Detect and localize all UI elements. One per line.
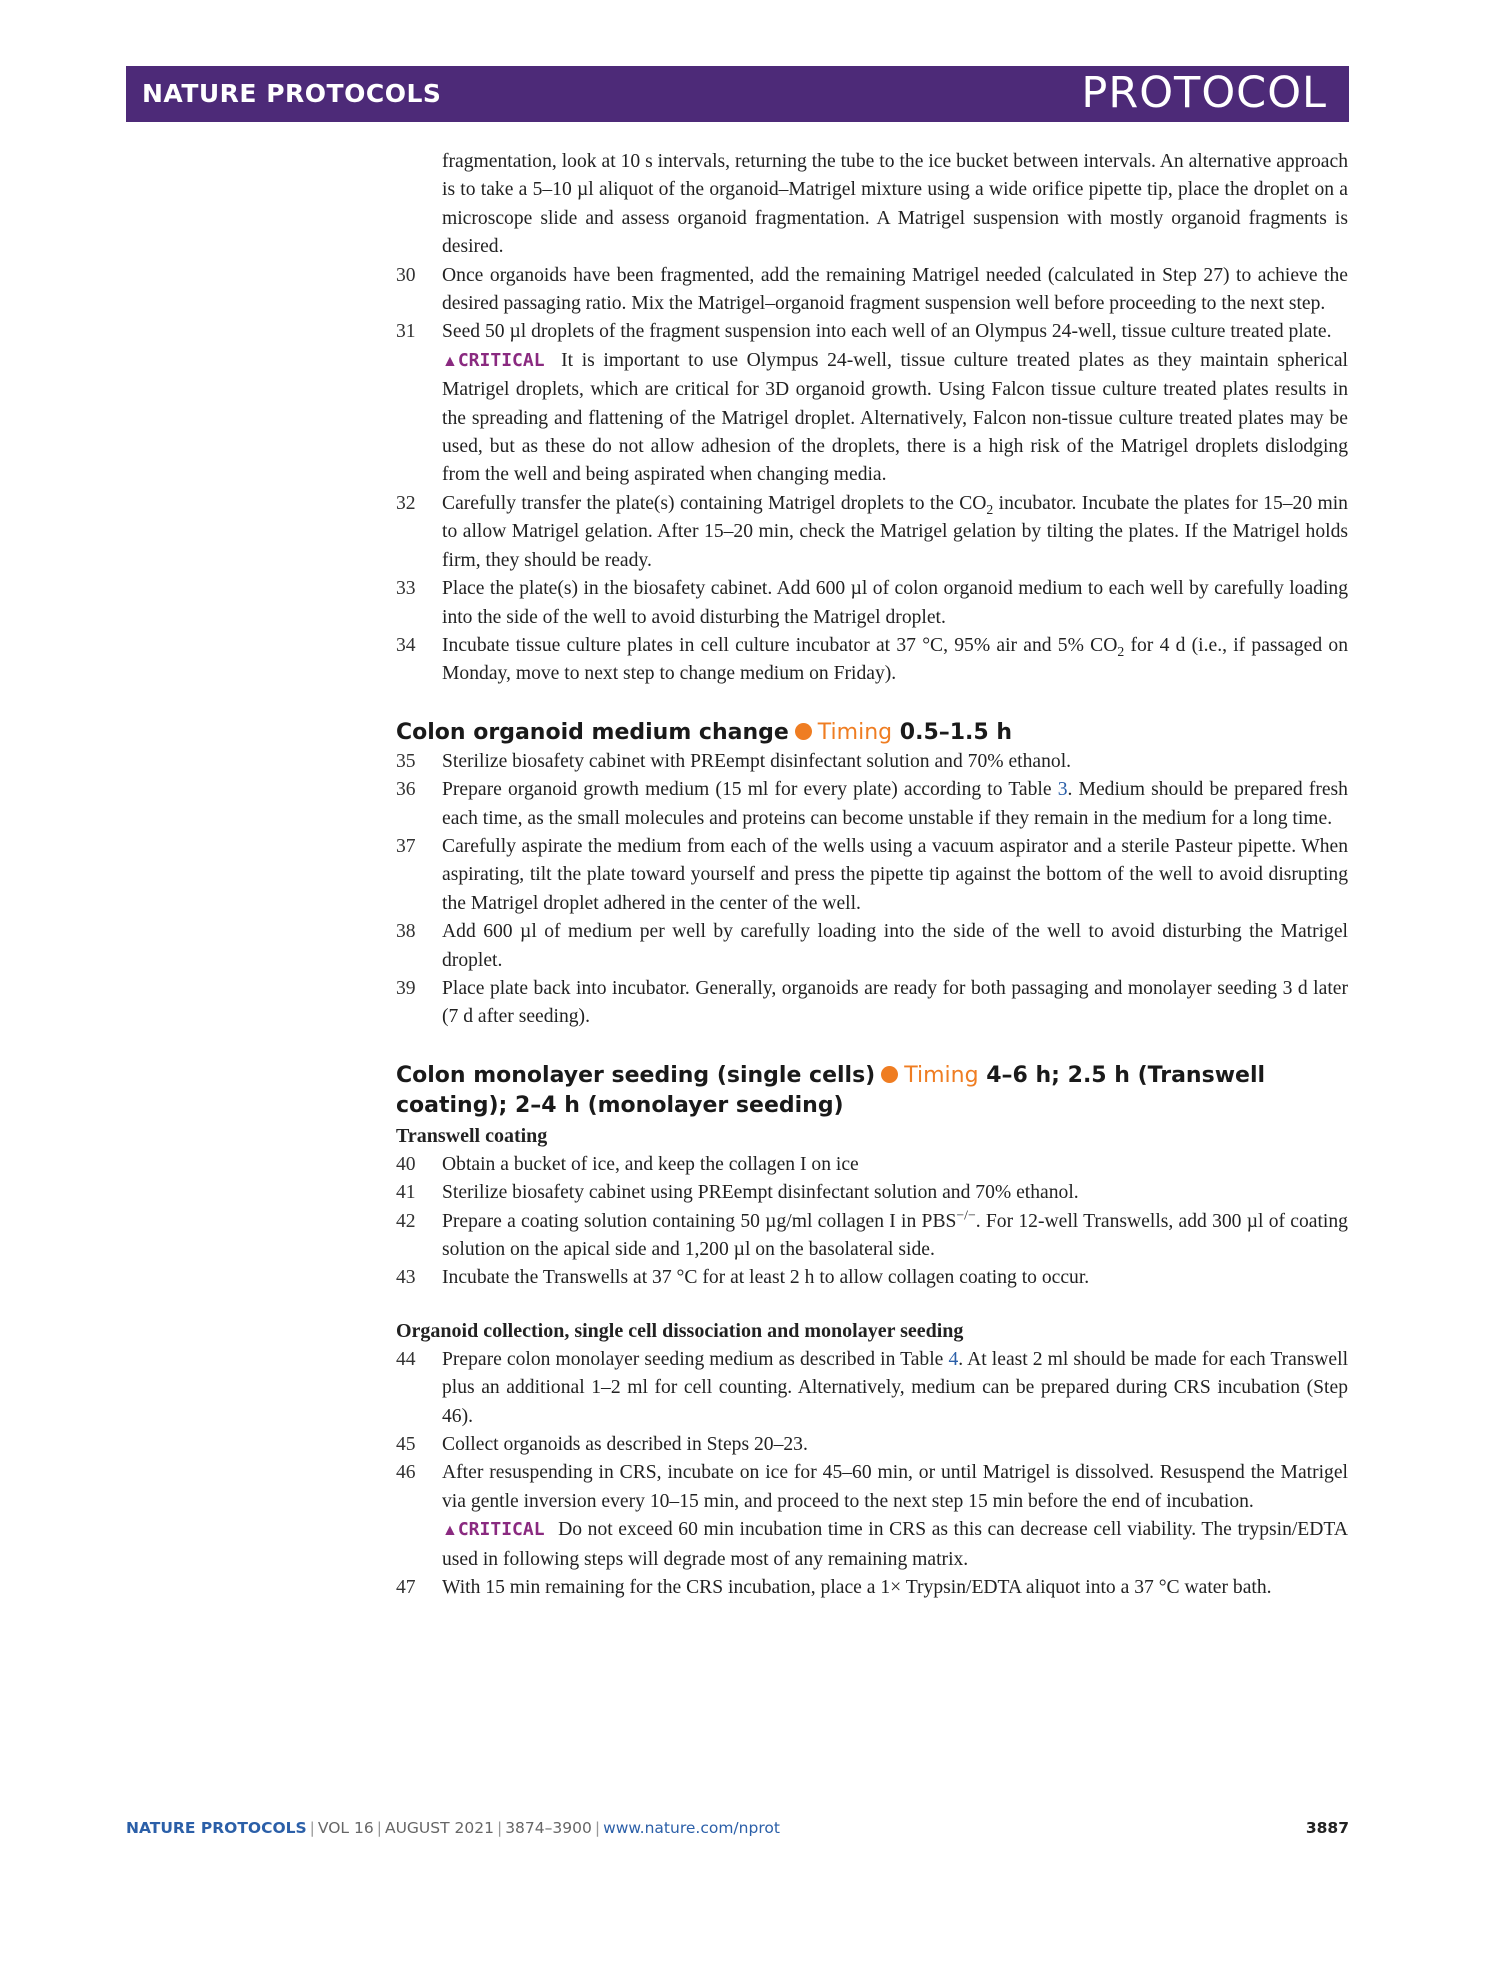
step-text: After resuspending in CRS, incubate on ice for 45–60 min, or until Matrigel is dissolved. Resuspend the Matrigel via gentle inversion every 10–15 min, and proceed to the next step 15 min before the end of incubation. bbox=[442, 1462, 1348, 1512]
subheading-organoid-collection: Organoid collection, single cell dissociation and monolayer seeding bbox=[396, 1319, 964, 1342]
section-heading-monolayer-seeding: Colon monolayer seeding (single cells) Timing 4–6 h; 2.5 h (Transwell coating); 2–4 h (monolayer seeding) bbox=[396, 1062, 1266, 1118]
step-35 bbox=[396, 748, 1348, 776]
step-43 bbox=[396, 1264, 1348, 1292]
step-text: Prepare colon monolayer seeding medium as described in Table 4. At least 2 ml should be made for each Transwell plus an additional 1–2 ml for cell counting. Alternatively, medium can be prepared during CRS incubation (Step 46). bbox=[442, 1348, 1349, 1427]
table-4-link[interactable]: 4 bbox=[948, 1348, 959, 1370]
step-number: 31 bbox=[396, 321, 416, 343]
journal-name: NATURE PROTOCOLS bbox=[142, 79, 442, 108]
step-number: 39 bbox=[396, 977, 416, 999]
step-number: 32 bbox=[396, 492, 416, 514]
step-text: Incubate tissue culture plates in cell culture incubator at 37 °C, 95% air and 5% $CO_2$ for 4 d (i.e., if passaged on Monday, move to next step to change medium on Friday). bbox=[442, 634, 1348, 685]
step-number: 30 bbox=[396, 264, 416, 286]
step-42 bbox=[396, 1208, 1348, 1265]
step-number: 36 bbox=[396, 779, 416, 801]
footer-url-link[interactable]: www.nature.com/nprot bbox=[603, 1819, 780, 1837]
section-heading-medium-change: Colon organoid medium change Timing 0.5–1.5 h bbox=[396, 719, 1013, 745]
step-text: Place the plate(s) in the biosafety cabinet. Add 600 µl of colon organoid medium to each well by carefully loading into the side of the well to avoid disturbing the Matrigel droplet. bbox=[442, 578, 1348, 628]
step-text: Add 600 µl of medium per well by carefully loading into the side of the well to avoid disturbing the Matrigel droplet. bbox=[442, 921, 1348, 971]
page-number: 3887 bbox=[1305, 1819, 1349, 1837]
article-type: PROTOCOL bbox=[1081, 68, 1327, 118]
step-text: Place plate back into incubator. Generally, organoids are ready for both passaging and monolayer seeding 3 d later (7 d after seeding). bbox=[442, 977, 1348, 1028]
page-footer bbox=[126, 1819, 1349, 1841]
step-number: 33 bbox=[396, 578, 416, 600]
footer-volume: VOL 16 bbox=[317, 1819, 374, 1837]
step-text: Carefully aspirate the medium from each of the wells using a vacuum aspirator and a sterile Pasteur pipette. When aspirating, tilt the plate toward yourself and press the pipette tip against the bottom of the well to avoid disrupting the Matrigel droplet adhered in the center of the well. bbox=[442, 835, 1348, 914]
step-32 bbox=[396, 490, 1348, 575]
step-text: Sterilize biosafety cabinet using PREempt disinfectant solution and 70% ethanol. bbox=[442, 1182, 1079, 1204]
step-number: 40 bbox=[396, 1153, 416, 1175]
header-bar bbox=[126, 66, 1349, 122]
step-46 bbox=[396, 1459, 1348, 1516]
step-text: Once organoids have been fragmented, add the remaining Matrigel needed (calculated in Step 27) to achieve the desired passaging ratio. Mix the Matrigel–organoid fragment suspension well before proceeding to the next step. bbox=[442, 264, 1348, 315]
step-41 bbox=[396, 1179, 1348, 1207]
step-text: Obtain a bucket of ice, and keep the collagen I on ice bbox=[442, 1153, 859, 1175]
step-31 bbox=[396, 318, 1348, 346]
step-number: 47 bbox=[396, 1577, 416, 1599]
step-37 bbox=[396, 833, 1348, 918]
step-40 bbox=[396, 1151, 1348, 1179]
step-number: 38 bbox=[396, 921, 416, 943]
step-text: Collect organoids as described in Steps 20–23. bbox=[442, 1434, 808, 1456]
step-45 bbox=[396, 1431, 1348, 1459]
footer-date: AUGUST 2021 bbox=[384, 1819, 494, 1837]
step-30 bbox=[396, 262, 1348, 319]
step-39 bbox=[396, 975, 1348, 1032]
table-3-link[interactable]: 3 bbox=[1057, 779, 1068, 801]
warning-triangle-icon: ▲ bbox=[442, 1522, 458, 1540]
step-number: 44 bbox=[396, 1348, 416, 1370]
step-text: Prepare a coating solution containing 50 µg/ml collagen I in PBS−/−. For 12-well Transwells, add 300 µl of coating solution on the apical side and 1,200 µl on the basolateral side. bbox=[442, 1207, 1348, 1260]
subheading-transwell-coating: Transwell coating bbox=[396, 1124, 548, 1147]
step-number: 43 bbox=[396, 1267, 416, 1289]
step-number: 46 bbox=[396, 1462, 416, 1484]
step-36 bbox=[396, 776, 1348, 833]
step-text: Incubate the Transwells at 37 °C for at least 2 h to allow collagen coating to occur. bbox=[442, 1267, 1090, 1289]
step-number: 42 bbox=[396, 1210, 416, 1232]
footer-pages: 3874–3900 bbox=[505, 1819, 592, 1837]
step-text: Carefully transfer the plate(s) containing Matrigel droplets to the $CO_2$ incubator. Incubate the plates for 15–20 min to allow Matrigel gelation. After 15–20 min, check the Matrigel gelation by tilting the plates. If the Matrigel holds firm, they should be ready. bbox=[442, 492, 1348, 571]
step-text: Prepare organoid growth medium (15 ml for every plate) according to Table 3. Medium should be prepared fresh each time, as the small molecules and proteins can become unstable if they remain in the medium for a long time. bbox=[442, 779, 1348, 829]
step-text: Seed 50 µl droplets of the fragment suspension into each well of an Olympus 24-well, tissue culture treated plate. bbox=[442, 321, 1332, 343]
critical-text: Do not exceed 60 min incubation time in CRS as this can decrease cell viability. The trypsin/EDTA used in following steps will degrade most of any remaining matrix. bbox=[442, 1519, 1348, 1570]
step-number: 35 bbox=[396, 750, 416, 772]
step-text: Sterilize biosafety cabinet with PREempt disinfectant solution and 70% ethanol. bbox=[442, 750, 1072, 772]
intro-paragraph: fragmentation, look at 10 s intervals, returning the tube to the ice bucket between intervals. An alternative approach is to take a 5–10 µl aliquot of the organoid–Matrigel mixture using a wide orifice pipette tip, place the droplet on a microscope slide and assess organoid fragmentation. A Matrigel suspension with mostly organoid fragments is desired. bbox=[442, 151, 1348, 258]
warning-triangle-icon: ▲ bbox=[442, 352, 458, 370]
critical-text: It is important to use Olympus 24-well, tissue culture treated plates as they maintain spherical Matrigel droplets, which are critical for 3D organoid growth. Using Falcon tissue culture treated plates results in the spreading and flattening of the Matrigel droplet. Alternatively, Falcon non-tissue culture treated plates may be used, but as these do not allow adhesion of the droplets, there is a high risk of the Matrigel droplets dislodging from the well and being aspirated when changing media. bbox=[442, 349, 1348, 486]
step-number: 45 bbox=[396, 1434, 416, 1456]
step-number: 41 bbox=[396, 1182, 416, 1204]
critical-label: CRITICAL bbox=[457, 349, 545, 371]
step-text: With 15 min remaining for the CRS incubation, place a 1× Trypsin/EDTA aliquot into a 37 °C water bath. bbox=[442, 1577, 1272, 1599]
footer-citation: NATURE PROTOCOLS | VOL 16 | AUGUST 2021 | 3874–3900 | www.nature.com/nprot bbox=[126, 1819, 780, 1837]
timing-dot-icon bbox=[795, 723, 812, 740]
step-38 bbox=[396, 918, 1348, 975]
step-47 bbox=[396, 1574, 1348, 1602]
step-33 bbox=[396, 575, 1348, 632]
step-34 bbox=[396, 632, 1348, 689]
critical-note-1 bbox=[442, 347, 1348, 490]
footer-journal: NATURE PROTOCOLS bbox=[126, 1819, 307, 1837]
step-number: 34 bbox=[396, 634, 416, 656]
timing-dot-icon bbox=[881, 1066, 898, 1083]
critical-note-2 bbox=[442, 1516, 1348, 1574]
step-44 bbox=[396, 1346, 1348, 1431]
step-number: 37 bbox=[396, 835, 416, 857]
main-content bbox=[396, 148, 1348, 1602]
critical-label: CRITICAL bbox=[457, 1519, 545, 1541]
